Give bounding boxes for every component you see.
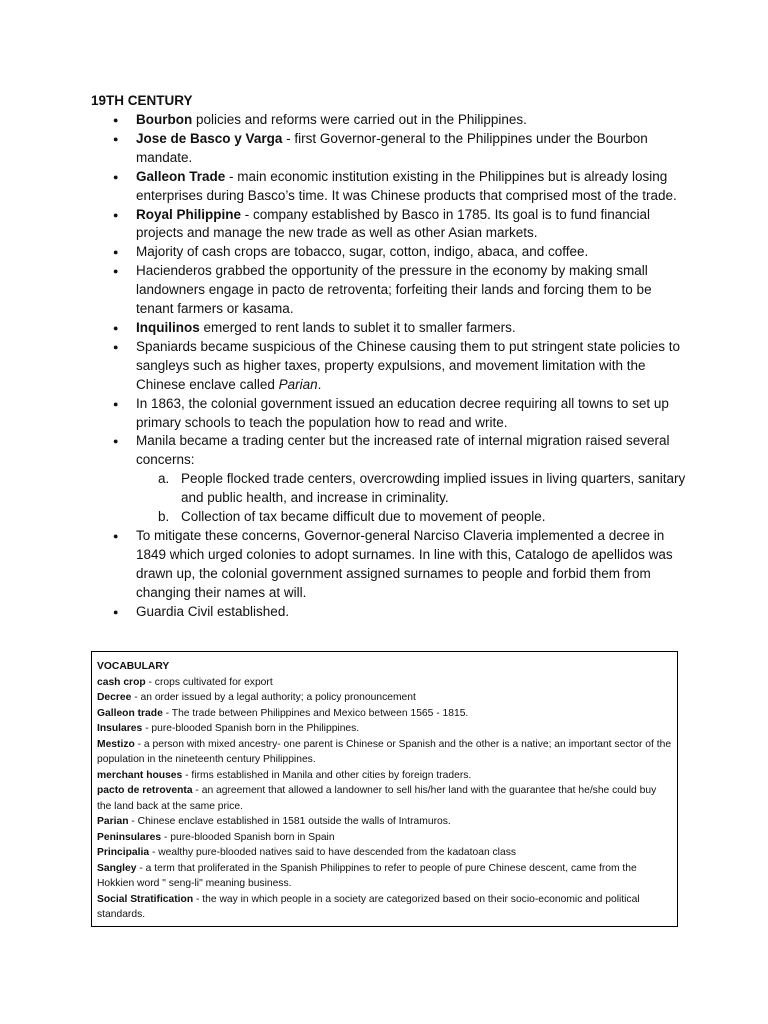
vocab-def: - The trade between Philippines and Mexico between 1565 - 1815. [162,707,469,719]
bullet-text: emerged to rent lands to sublet it to smaller farmers. [199,319,516,335]
vocab-term: merchant houses [97,769,183,781]
section-heading: 19TH CENTURY [91,93,193,108]
bullet-italic-term: Parian [278,376,318,392]
vocab-def: - firms established in Manila and other cities by foreign traders. [182,769,472,781]
vocab-entry [97,737,672,768]
bullet-item [91,319,691,338]
bullet-list [91,111,691,621]
vocab-def: - pure-blooded Spanish born in the Philippines. [142,723,360,734]
bullet-text: Majority of cash crops are tobacco, sugar, cotton, indigo, abaca, and coffee. [136,244,589,260]
bullet-item [91,395,691,433]
bullet-text: Guardia Civil established. [136,603,290,619]
sub-item [136,470,691,508]
vocab-entry [97,861,672,892]
bullet-text: In 1863, the colonial government issued an education decree requiring all towns to set up primary schools to teach the population how to read and write. [136,395,669,430]
sub-text: Collection of tax became difficult due to movement of people. [181,509,546,525]
vocabulary-box [91,651,678,927]
bullet-item [91,206,691,244]
sub-marker: a. [158,471,170,487]
bullet-term: Galleon Trade [136,168,226,184]
vocab-term: Sangley [97,862,137,874]
vocab-term: pacto de retroventa [97,785,193,796]
bullet-term: Royal Philippine [136,206,242,222]
bullet-item [91,168,691,206]
bullet-term: Bourbon [136,112,193,127]
vocab-term: Peninsulares [97,831,162,843]
bullet-text: - company established by Basco in 1785. Its goal is to fund financial projects and manage the new trade as well as other Asian markets. [136,206,651,241]
vocab-term: cash crop [97,676,146,688]
vocab-term: Decree [97,692,132,703]
vocab-entry [97,783,672,814]
vocab-term: Principalia [97,847,150,858]
vocab-def: - the way in which people in a society are categorized based on their socio-economic and political standards. [97,893,640,920]
sub-marker: b. [158,509,170,525]
vocabulary-title: VOCABULARY [97,661,170,672]
bullet-item [91,243,691,262]
bullet-item [91,111,691,130]
vocab-term: Insulares [97,723,143,734]
vocab-def: - wealthy pure-blooded natives said to have descended from the kadatoan class [149,847,516,858]
vocab-entry [97,830,672,846]
vocab-entry [97,845,672,861]
vocab-entry [97,768,672,784]
vocab-def: - a person with mixed ancestry- one parent is Chinese or Spanish and the other is a native; an important sector of the population in the nineteenth century Philippines. [97,738,672,765]
vocab-term: Galleon trade [97,707,163,719]
bullet-item [91,338,691,395]
bullet-term: Jose de Basco y Varga [136,130,283,146]
sub-text: People flocked trade centers, overcrowding implied issues in living quarters, sanitary and public health, and increase in criminality. [181,471,686,506]
vocab-def: - a term that proliferated in the Spanish Philippines to refer to people of pure Chinese descent, came from the Hokkien word " seng-li" meaning business. [97,862,637,889]
vocab-term: Mestizo [97,738,135,750]
bullet-item [91,603,691,622]
bullet-text: To mitigate these concerns, Governor-general Narciso Claveria implemented a decree in 1849 which urged colonies to adopt surnames. In line with this, Catalogo de apellidos was drawn up, the colonial government assigned surnames to people and forbid them from changing their names at will. [136,527,673,600]
sub-item [136,508,691,527]
vocab-def: - an order issued by a legal authority; a policy pronouncement [131,692,416,703]
vocab-def: - pure-blooded Spanish born in Spain [161,831,335,843]
vocab-entry [97,706,672,722]
vocab-entry [97,721,672,737]
bullet-text: Hacienderos grabbed the opportunity of the pressure in the economy by making small landowners engage in pacto de retroventa; forfeiting their lands and forcing them to be tenant farmers or kasama. [136,263,652,317]
bullet-term: Inquilinos [136,319,200,335]
bullet-tail: . [317,376,322,392]
vocab-entry [97,675,672,691]
bullet-text: Manila became a trading center but the increased rate of internal migration raised several concerns: [136,433,670,468]
vocab-entry [97,892,672,923]
bullet-item [91,527,691,603]
vocab-def: - Chinese enclave established in 1581 outside the walls of Intramuros. [128,816,451,827]
vocab-entry [97,690,672,706]
bullet-text: Spaniards became suspicious of the Chinese causing them to put stringent state policies to sangleys such as higher taxes, property expulsions, and movement limitation with the Chinese enclave called [136,338,681,392]
vocab-def: - crops cultivated for export [145,676,273,688]
vocab-term: Parian [97,816,129,827]
vocab-entry [97,814,672,830]
bullet-text: policies and reforms were carried out in the Philippines. [192,112,527,127]
bullet-text: - main economic institution existing in the Philippines but is already losing enterprises during Basco’s time. It was Chinese products that comprised most of the trade. [136,168,677,203]
bullet-item [91,262,691,319]
sub-list [136,470,691,527]
bullet-item [91,130,691,168]
bullet-text: - first Governor-general to the Philippines under the Bourbon mandate. [136,130,648,165]
vocab-def: - an agreement that allowed a landowner to sell his/her land with the guarantee that he/she could buy the land back at the same price. [97,785,657,812]
bullet-item [91,432,691,527]
vocab-term: Social Stratification [97,893,194,905]
